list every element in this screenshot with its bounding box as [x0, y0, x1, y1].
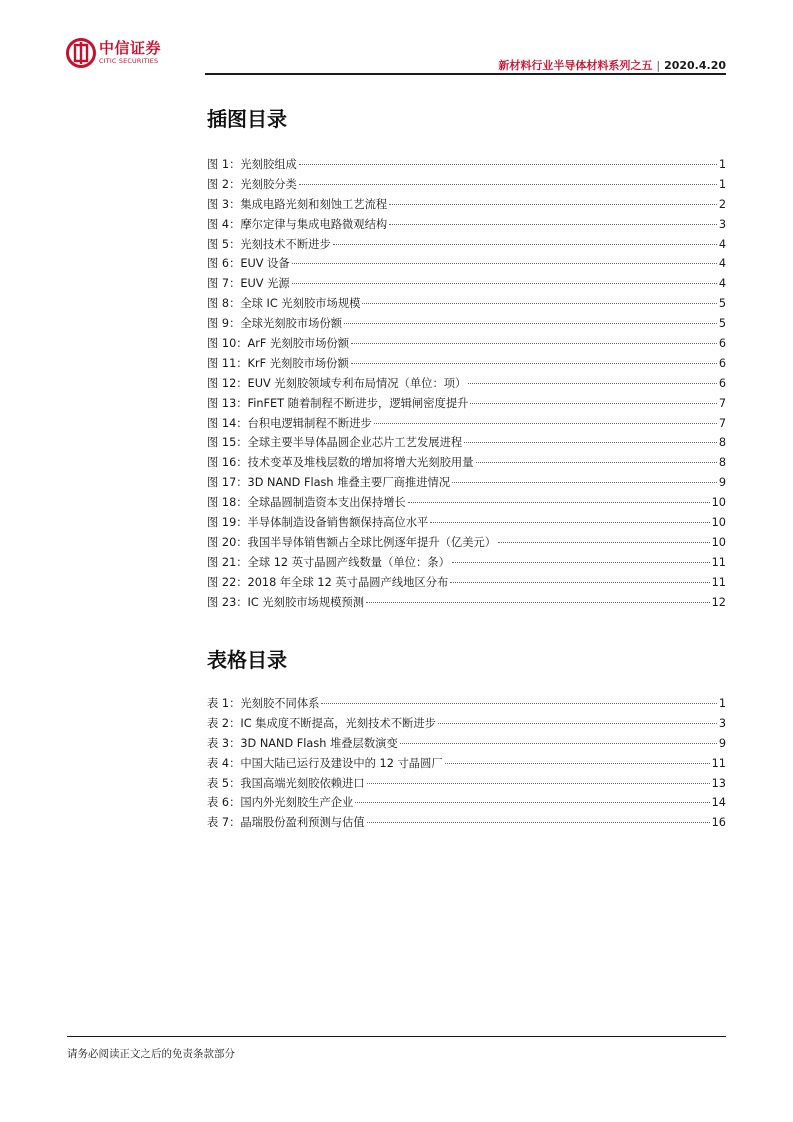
dot-leader: [389, 224, 717, 225]
dot-leader: [476, 462, 717, 463]
figure-entry-page-number[interactable]: 1: [718, 177, 726, 191]
figure-entry-title[interactable]: 图 18：全球晶圆制造资本支出保持增长: [207, 496, 406, 510]
dot-leader: [333, 244, 717, 245]
table-entry-title[interactable]: 表 1：光刻胶不同体系: [207, 697, 320, 710]
figure-toc-entry[interactable]: [207, 533, 726, 553]
table-toc-entry[interactable]: [207, 714, 726, 734]
header-divider: [205, 73, 726, 75]
logo-chinese-name: 中信证券: [99, 39, 162, 58]
figure-toc-entry[interactable]: [207, 513, 726, 533]
figure-toc-entry[interactable]: [207, 294, 726, 314]
table-entry-title[interactable]: 表 3：3D NAND Flash 堆叠层数演变: [207, 736, 398, 750]
footer-disclaimer: 请务必阅读正文之后的免责条款部分: [67, 1048, 235, 1060]
figure-entry-page-number[interactable]: 11: [711, 555, 726, 569]
figure-entry-page-number[interactable]: 11: [711, 575, 726, 589]
figure-toc-entry[interactable]: [207, 573, 726, 593]
figure-toc-entry[interactable]: [207, 414, 726, 434]
dot-leader: [400, 743, 717, 744]
dot-leader: [430, 522, 709, 523]
header-separator: |: [656, 59, 661, 72]
table-entry-title[interactable]: 表 2：IC 集成度不断提高，光刻技术不断进步: [207, 716, 436, 730]
figure-entry-page-number[interactable]: 10: [711, 496, 726, 510]
figure-entry-page-number[interactable]: 9: [718, 476, 726, 490]
figure-entry-title[interactable]: 图 6：EUV 设备: [207, 257, 290, 271]
figure-entry-page-number[interactable]: 3: [718, 217, 726, 231]
figure-entry-title[interactable]: 图 15：全球主要半导体晶圆企业芯片工艺发展进程: [207, 436, 463, 450]
dot-leader: [438, 723, 717, 724]
figure-toc-entry[interactable]: [207, 175, 726, 195]
table-entry-title[interactable]: 表 7：晶瑞股份盈利预测与估值: [207, 816, 365, 830]
figure-entry-title[interactable]: 图 21：全球 12 英寸晶圆产线数量（单位：条）: [207, 555, 450, 569]
figure-toc-entry[interactable]: [207, 254, 726, 274]
figure-entry-page-number[interactable]: 1: [718, 158, 726, 171]
dot-leader: [367, 783, 710, 784]
figure-toc-entry[interactable]: [207, 215, 726, 235]
figure-toc-entry[interactable]: [207, 493, 726, 513]
dot-leader: [498, 542, 710, 543]
figure-entry-title[interactable]: 图 4：摩尔定律与集成电路微观结构: [207, 217, 388, 231]
table-entry-page-number[interactable]: 1: [718, 697, 726, 710]
figure-toc-entry[interactable]: [207, 354, 726, 374]
dot-leader: [452, 482, 717, 483]
figure-entry-page-number[interactable]: 8: [718, 456, 726, 470]
table-toc-entry[interactable]: [207, 734, 726, 754]
figure-entry-title[interactable]: 图 2：光刻胶分类: [207, 177, 297, 191]
figure-entry-page-number[interactable]: 10: [711, 535, 726, 549]
table-entry-page-number[interactable]: 9: [718, 736, 726, 750]
figure-entry-title[interactable]: 图 23：IC 光刻胶市场规模预测: [207, 595, 365, 609]
table-entry-page-number[interactable]: 3: [718, 716, 726, 730]
footer-divider: [67, 1036, 726, 1037]
dot-leader: [468, 383, 716, 384]
table-entry-title[interactable]: 表 6：国内外光刻胶生产企业: [207, 796, 354, 810]
dot-leader: [299, 164, 717, 165]
dot-leader: [362, 303, 716, 304]
dot-leader: [292, 263, 717, 264]
figure-entry-page-number[interactable]: 12: [711, 595, 726, 609]
figure-entry-page-number[interactable]: 4: [718, 237, 726, 251]
dot-leader: [366, 602, 710, 603]
table-entry-page-number[interactable]: 16: [711, 816, 726, 830]
dot-leader: [374, 423, 717, 424]
figure-toc-entry[interactable]: [207, 155, 726, 175]
report-header: [498, 57, 726, 73]
report-date: 2020.4.20: [664, 59, 726, 72]
figures-toc-heading: 插图目录: [207, 107, 287, 131]
figures-toc-list: [207, 155, 726, 612]
dot-leader: [408, 502, 710, 503]
tables-toc-list: [207, 694, 726, 833]
figure-entry-title[interactable]: 图 11：KrF 光刻胶市场份额: [207, 356, 349, 370]
table-entry-page-number[interactable]: 11: [711, 756, 726, 770]
figure-entry-title[interactable]: 图 1：光刻胶组成: [207, 158, 297, 171]
figure-entry-page-number[interactable]: 7: [718, 396, 726, 410]
table-toc-entry[interactable]: [207, 793, 726, 813]
figure-entry-page-number[interactable]: 6: [718, 376, 726, 390]
table-entry-page-number[interactable]: 13: [711, 776, 726, 790]
table-toc-entry[interactable]: [207, 813, 726, 833]
figure-toc-entry[interactable]: [207, 453, 726, 473]
dot-leader: [355, 802, 709, 803]
figure-entry-page-number[interactable]: 10: [711, 516, 726, 530]
figure-entry-title[interactable]: 图 9：全球光刻胶市场份额: [207, 317, 343, 331]
figure-entry-title[interactable]: 图 14：台积电逻辑制程不断进步: [207, 416, 372, 430]
table-toc-entry[interactable]: [207, 754, 726, 774]
figure-toc-entry[interactable]: [207, 235, 726, 255]
figure-toc-entry[interactable]: [207, 195, 726, 215]
dot-leader: [445, 763, 710, 764]
dot-leader: [470, 403, 716, 404]
figure-entry-title[interactable]: 图 7：EUV 光源: [207, 277, 290, 291]
figure-entry-page-number[interactable]: 4: [718, 257, 726, 271]
company-logo: [66, 38, 161, 68]
figure-entry-title[interactable]: 图 5：光刻技术不断进步: [207, 237, 331, 251]
figure-toc-entry[interactable]: [207, 593, 726, 613]
dot-leader: [452, 562, 710, 563]
report-series: 新材料行业半导体材料系列之五: [498, 59, 653, 72]
figure-entry-title[interactable]: 图 10：ArF 光刻胶市场份额: [207, 337, 350, 351]
figure-entry-title[interactable]: 图 17：3D NAND Flash 堆叠主要厂商推进情况: [207, 476, 451, 490]
figure-toc-entry[interactable]: [207, 433, 726, 453]
dot-leader: [351, 343, 717, 344]
figure-entry-title[interactable]: 图 16：技术变革及堆栈层数的增加将增大光刻胶用量: [207, 456, 474, 470]
figure-entry-page-number[interactable]: 6: [718, 337, 726, 351]
figure-toc-entry[interactable]: [207, 394, 726, 414]
figure-entry-page-number[interactable]: 8: [718, 436, 726, 450]
table-toc-entry[interactable]: [207, 694, 726, 714]
table-entry-title[interactable]: 表 5：我国高端光刻胶依赖进口: [207, 776, 365, 790]
dot-leader: [351, 363, 717, 364]
table-entry-page-number[interactable]: 14: [711, 796, 726, 810]
figure-entry-page-number[interactable]: 6: [718, 356, 726, 370]
dot-leader: [464, 442, 717, 443]
figure-entry-title[interactable]: 图 12：EUV 光刻胶领域专利布局情况（单位：项）: [207, 376, 467, 390]
figure-toc-entry[interactable]: [207, 553, 726, 573]
dot-leader: [389, 204, 717, 205]
table-entry-title[interactable]: 表 4：中国大陆已运行及建设中的 12 寸晶圆厂: [207, 756, 443, 770]
tables-toc-heading: 表格目录: [207, 648, 287, 672]
figure-toc-entry[interactable]: [207, 274, 726, 294]
figure-entry-title[interactable]: 图 8：全球 IC 光刻胶市场规模: [207, 297, 361, 311]
figure-toc-entry[interactable]: [207, 334, 726, 354]
dot-leader: [321, 703, 716, 704]
logo-english-name: CITIC SECURITIES: [99, 57, 159, 66]
figure-entry-page-number[interactable]: 5: [718, 317, 726, 331]
dot-leader: [367, 822, 710, 823]
dot-leader: [292, 283, 717, 284]
figure-entry-title[interactable]: 图 13：FinFET 随着制程不断进步，逻辑闸密度提升: [207, 396, 469, 410]
figure-entry-title[interactable]: 图 3：集成电路光刻和刻蚀工艺流程: [207, 197, 388, 211]
figure-entry-title[interactable]: 图 22：2018 年全球 12 英寸晶圆产线地区分布: [207, 575, 449, 589]
figure-entry-title[interactable]: 图 19：半导体制造设备销售额保持高位水平: [207, 516, 429, 530]
dot-leader: [450, 582, 709, 583]
figure-entry-page-number[interactable]: 4: [718, 277, 726, 291]
figure-entry-page-number[interactable]: 2: [718, 197, 726, 211]
citic-logo-icon: [66, 38, 96, 68]
dot-leader: [299, 184, 717, 185]
dot-leader: [344, 323, 717, 324]
figure-entry-page-number[interactable]: 5: [718, 297, 726, 311]
table-toc-entry[interactable]: [207, 774, 726, 794]
figure-entry-page-number[interactable]: 7: [718, 416, 726, 430]
figure-toc-entry[interactable]: [207, 314, 726, 334]
figure-toc-entry[interactable]: [207, 473, 726, 493]
figure-toc-entry[interactable]: [207, 374, 726, 394]
figure-entry-title[interactable]: 图 20：我国半导体销售额占全球比例逐年提升（亿美元）: [207, 535, 497, 549]
